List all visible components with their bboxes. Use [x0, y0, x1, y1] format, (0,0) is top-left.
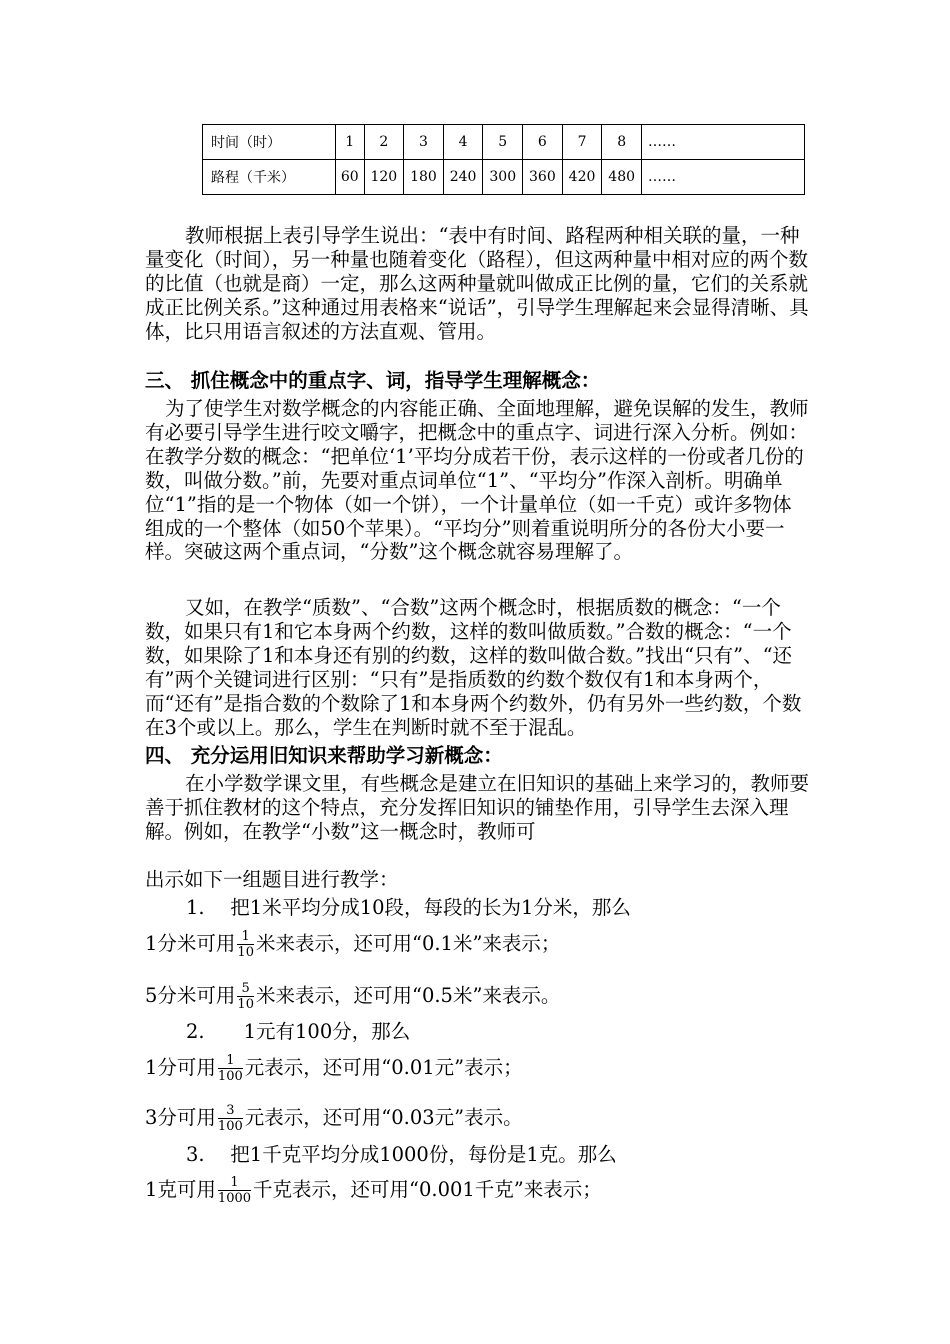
example-text: 元表示，还可用“0.01元”表示；: [244, 1056, 523, 1079]
fraction-numerator: 1: [237, 929, 254, 945]
example-2-title: 2. 1元有100分，那么: [186, 1020, 411, 1043]
table-cell: 240: [443, 160, 483, 195]
table-cell: 420: [562, 160, 602, 195]
example-2-line-1: [145, 1053, 523, 1084]
fraction-denominator: 100: [217, 1119, 243, 1134]
example-3-line-1: [145, 1175, 602, 1206]
example-text: 1分米可用: [145, 932, 236, 955]
fraction-numerator: 1: [218, 1053, 243, 1069]
table-row: [203, 125, 805, 160]
table-cell: ……: [642, 125, 805, 160]
paragraph-key-words: 为了使学生对数学概念的内容能正确、全面地理解，避免误解的发生，教师有必要引导学生进行咬文嚼字，把概念中的重点字、词进行深入分析。例如：在教学分数的概念：“把单位‘1’平均分成若干份，表示这样的一份或者几份的数，叫做分数。”前，先要对重点词单位“1”、“平均分”作深入剖析。明确单位“1”指的是一个物体（如一个饼），一个计量单位（如一千克）或许多物体组成的一个整体（如50个苹果）。“平均分”则着重说明所分的各份大小要一样。突破这两个重点词，“分数”这个概念就容易理解了。: [145, 397, 809, 564]
paragraph-prime-composite: 又如，在教学“质数”、“合数”这两个概念时，根据质数的概念：“一个数，如果只有1和它本身两个约数，这样的数叫做质数。”合数的概念：“一个数，如果除了1和本身还有别的约数，这样的数叫做合数。”找出“只有”、“还有”两个关键词进行区别：“只有”是指质数的约数个数仅有1和本身两个，而“还有”是指合数的个数除了1和本身两个约数外，仍有另外一些约数，个数在3个或以上。那么，学生在判断时就不至于混乱。: [145, 596, 802, 739]
fraction: [218, 1103, 243, 1134]
table-header-distance: 路程（千米）: [203, 160, 336, 195]
fraction: [237, 929, 254, 960]
paragraph-old-knowledge: 在小学数学课文里，有些概念是建立在旧知识的基础上来学习的，教师要善于抓住教材的这个特点，充分发挥旧知识的铺垫作用，引导学生去深入理解。例如，在教学“小数”这一概念时，教师可: [145, 772, 810, 843]
paragraph-proportion-explanation: 教师根据上表引导学生说出：“表中有时间、路程两种相关联的量，一种量变化（时间），另一种量也随着变化（路程），但这两种量中相对应的两个数的比值（也就是商）一定，那么这两种量就叫做成正比例的量，它们的关系就成正比例关系。”这种通过用表格来“说话”，引导学生理解起来会显得清晰、具体，比只用语言叙述的方法直观、管用。: [145, 224, 809, 343]
section-heading-4: 四、 充分运用旧知识来帮助学习新概念：: [145, 744, 503, 767]
table-cell: 2: [364, 125, 404, 160]
example-1-line-1: [145, 929, 560, 960]
fraction-numerator: 5: [237, 981, 254, 997]
example-text: 米来表示，还可用“0.1米”来表示；: [255, 932, 561, 955]
section-heading-3: 三、 抓住概念中的重点字、词，指导学生理解概念：: [145, 369, 601, 392]
fraction: [237, 981, 254, 1012]
example-text: 5分米可用: [145, 984, 236, 1007]
table-cell: 180: [404, 160, 444, 195]
fraction-denominator: 100: [217, 1069, 243, 1084]
table-cell: 6: [523, 125, 563, 160]
paragraph-old-knowledge-cont: 出示如下一组题目进行教学：: [145, 868, 399, 891]
example-1-line-2: [145, 981, 560, 1012]
fraction: [218, 1175, 251, 1206]
example-text: 3分可用: [145, 1106, 216, 1129]
table-cell: 5: [483, 125, 523, 160]
fraction-numerator: 3: [218, 1103, 243, 1119]
example-text: 1克可用: [145, 1178, 216, 1201]
fraction-denominator: 10: [237, 997, 254, 1012]
table-cell: 8: [602, 125, 642, 160]
example-3-title: 3. 把1千克平均分成1000份，每份是1克。那么: [186, 1143, 617, 1166]
table-cell: 1: [336, 125, 365, 160]
fraction-denominator: 1000: [217, 1191, 252, 1206]
fraction-denominator: 10: [237, 945, 254, 960]
table-row: [203, 160, 805, 195]
example-text: 米来表示，还可用“0.5米”来表示。: [255, 984, 561, 1007]
fraction-numerator: 1: [218, 1175, 251, 1191]
example-1-title: 1. 把1米平均分成10段，每段的长为1分米，那么: [186, 896, 631, 919]
table-cell: 300: [483, 160, 523, 195]
time-distance-table: [202, 124, 805, 195]
table-cell: 480: [602, 160, 642, 195]
example-text: 千克表示，还可用“0.001千克”来表示；: [253, 1178, 602, 1201]
table-cell: ……: [642, 160, 805, 195]
table-cell: 4: [443, 125, 483, 160]
table-cell: 360: [523, 160, 563, 195]
example-text: 1分可用: [145, 1056, 216, 1079]
table-header-time: 时间（时）: [203, 125, 336, 160]
table-cell: 60: [336, 160, 365, 195]
fraction: [218, 1053, 243, 1084]
table-cell: 3: [404, 125, 444, 160]
table-cell: 7: [562, 125, 602, 160]
example-text: 元表示，还可用“0.03元”表示。: [244, 1106, 523, 1129]
example-2-line-2: [145, 1103, 523, 1134]
table-cell: 120: [364, 160, 404, 195]
